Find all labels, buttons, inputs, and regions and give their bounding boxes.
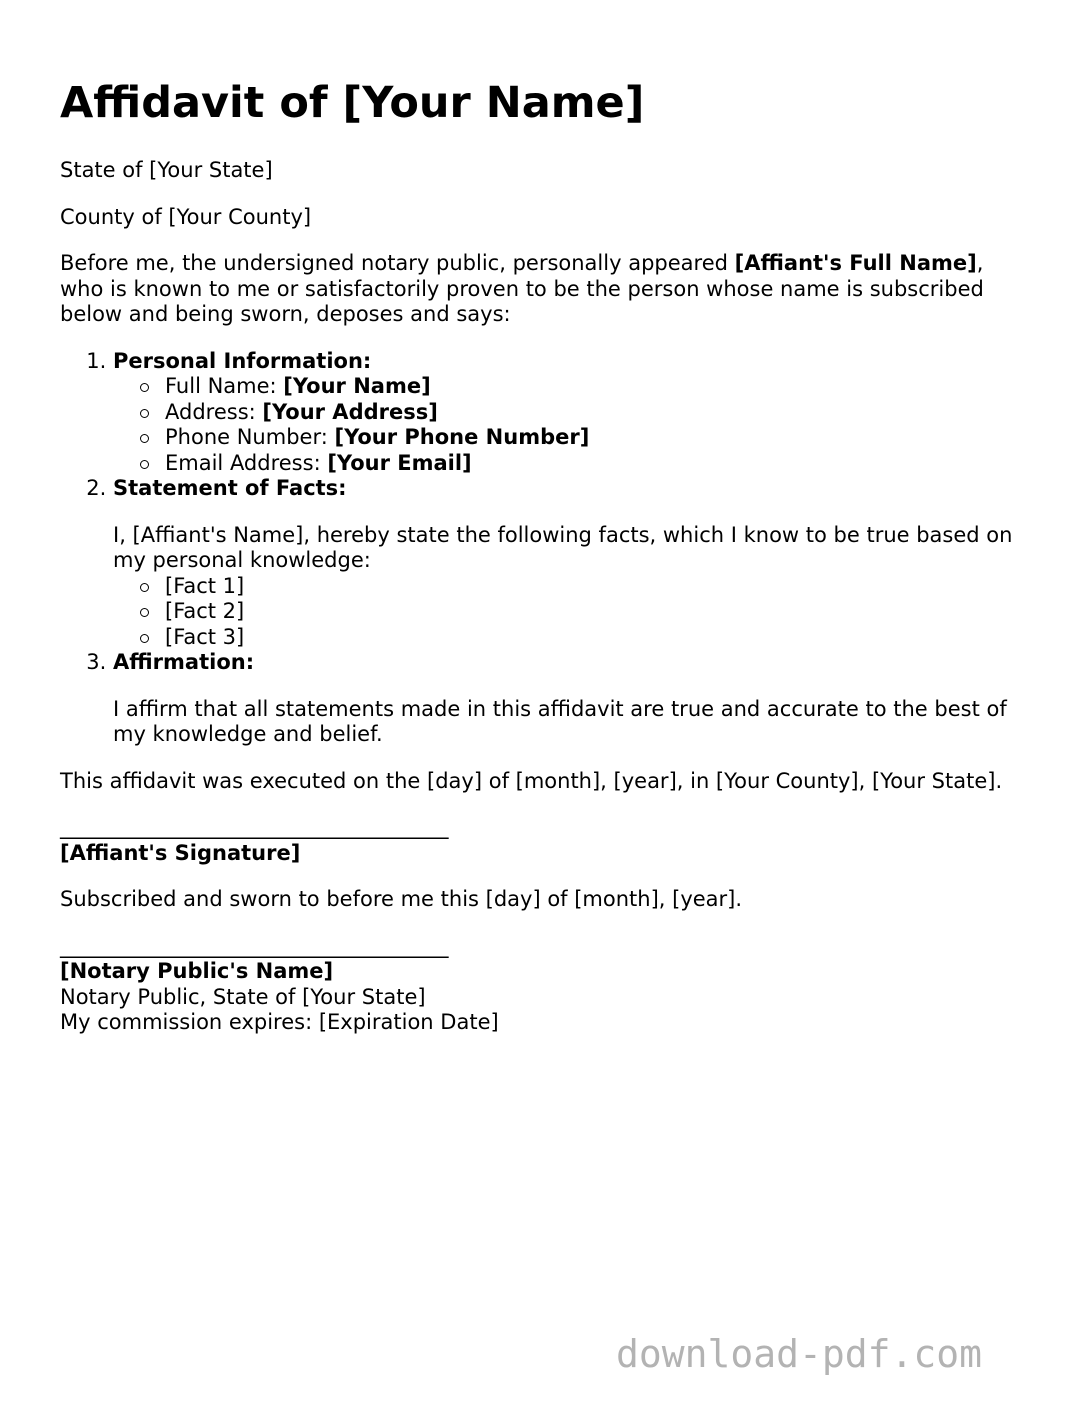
notary-state: Notary Public, State of [Your State] bbox=[60, 984, 426, 1009]
personal-info-list bbox=[113, 374, 1030, 476]
field-label: Full Name: bbox=[165, 374, 284, 398]
field-value: [Your Name] bbox=[283, 374, 431, 398]
section-personal-information bbox=[113, 349, 1030, 477]
notary-signature-line: _____________________________________ bbox=[60, 933, 449, 958]
section-heading: Affirmation: bbox=[113, 650, 255, 674]
intro-after: , who is known to me or satisfactorily proven to be the person whose name is subscribed below and being sworn, deposes and says: bbox=[60, 251, 984, 326]
affirmation-paragraph: I affirm that all statements made in this affidavit are true and accurate to the best of my knowledge and belief. bbox=[113, 696, 1007, 746]
field-value: [Your Phone Number] bbox=[334, 425, 590, 449]
list-item bbox=[165, 374, 1030, 400]
list-item: [Fact 3] bbox=[165, 625, 1030, 651]
section-affirmation bbox=[113, 650, 1030, 748]
section-statement-of-facts bbox=[113, 476, 1030, 650]
field-label: Phone Number: bbox=[165, 425, 335, 449]
field-label: Address: bbox=[165, 399, 263, 424]
list-item bbox=[165, 400, 1030, 426]
subscribed-statement: Subscribed and sworn to before me this [day] of [month], [year]. bbox=[60, 887, 743, 911]
affiant-full-name: [Affiant's Full Name] bbox=[734, 251, 977, 275]
affidavit-sections bbox=[60, 349, 1030, 748]
facts-list bbox=[113, 574, 1030, 651]
field-label: Email Address: bbox=[165, 450, 328, 475]
intro-paragraph bbox=[60, 251, 1030, 328]
executed-statement: This affidavit was executed on the [day] of [month], [year], in [Your County], [Your State]. bbox=[60, 768, 1003, 793]
state-line: State of [Your State] bbox=[60, 158, 273, 182]
list-item: [Fact 1] bbox=[165, 574, 1030, 600]
field-value: [Your Email] bbox=[327, 450, 472, 475]
affiant-signature-label: [Affiant's Signature] bbox=[60, 840, 301, 865]
notary-block bbox=[60, 934, 1030, 1036]
document-page bbox=[60, 0, 1030, 1036]
document-title: Affidavit of [Your Name] bbox=[60, 78, 645, 128]
commission-expiry: My commission expires: [Expiration Date] bbox=[60, 1010, 499, 1034]
list-item: [Fact 2] bbox=[165, 599, 1030, 625]
list-item bbox=[165, 451, 1030, 477]
facts-paragraph: I, [Affiant's Name], hereby state the following facts, which I know to be true based on my personal knowledge: bbox=[113, 522, 1013, 572]
county-line: County of [Your County] bbox=[60, 204, 312, 229]
intro-before: Before me, the undersigned notary public, personally appeared bbox=[60, 251, 735, 275]
section-heading: Personal Information: bbox=[113, 348, 372, 373]
signature-line: _____________________________________ bbox=[60, 815, 449, 839]
notary-name: [Notary Public's Name] bbox=[60, 959, 334, 983]
section-heading: Statement of Facts: bbox=[113, 476, 347, 500]
affiant-signature-block bbox=[60, 815, 1030, 866]
field-value: [Your Address] bbox=[262, 399, 438, 424]
list-item bbox=[165, 425, 1030, 451]
watermark: download-pdf.com bbox=[616, 1332, 983, 1376]
